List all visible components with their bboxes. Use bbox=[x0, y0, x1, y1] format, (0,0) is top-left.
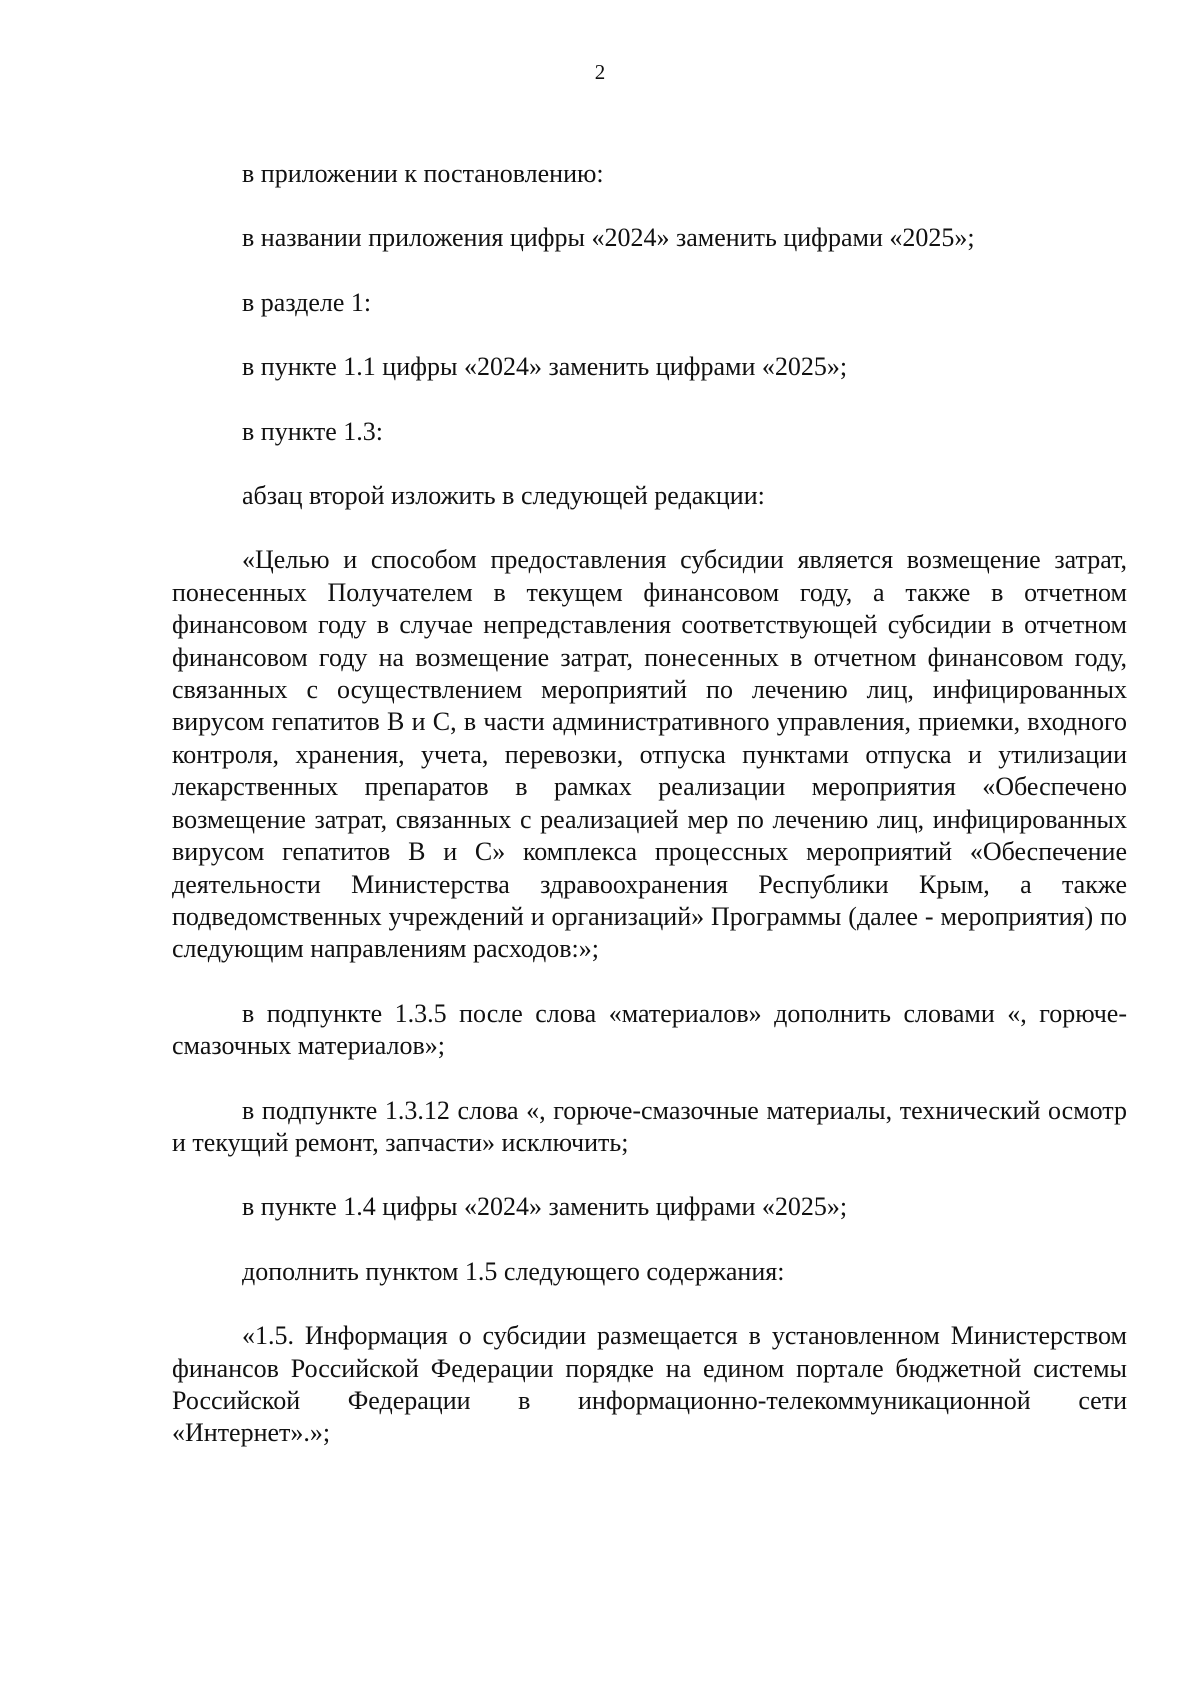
paragraph-subitem-1-3-5: в подпункте 1.3.5 после слова «материалов» дополнить словами «, горюче-смазочных материалов»; bbox=[172, 998, 1127, 1061]
paragraph-section-1: в разделе 1: bbox=[242, 287, 372, 317]
paragraph-item-1-1: в пункте 1.1 цифры «2024» заменить цифрами «2025»; bbox=[242, 352, 848, 382]
paragraph-add-item-1-5: дополнить пунктом 1.5 следующего содержания: bbox=[242, 1256, 785, 1286]
paragraph-annex-title-change: в названии приложения цифры «2024» заменить цифрами «2025»; bbox=[242, 223, 975, 253]
paragraph-item-1-5-text: «1.5. Информация о субсидии размещается в установленном Министерством финансов Российской Федерации порядке на едином портале бюджетной системы Российской Федерации в информационно-телекоммуникационной сети «Интернет».»; bbox=[172, 1321, 1127, 1448]
page-number: 2 bbox=[594, 60, 606, 84]
paragraph-purpose-text: «Целью и способом предоставления субсидии является возмещение затрат, понесенных Получателем в текущем финансовом году, а также в отчетном финансовом году в случае непредставления соответствующей субсидии в отчетном финансовом году на возмещение затрат, понесенных в отчетном финансовом году, связанных с осуществлением мероприятий по лечению лиц, инфицированных вирусом гепатитов В и С, в части административного управления, приемки, входного контроля, хранения, учета, перевозки, отпуска пунктами отпуска и утилизации лекарственных препаратов в рамках реализации мероприятия «Обеспечено возмещение затрат, связанных с реализацией мер по лечению лиц, инфицированных вирусом гепатитов В и С» комплекса процессных мероприятий «Обеспечение деятельности Министерства здравоохранения Республики Крым, а также подведомственных учреждений и организаций» Программы (далее - мероприятия) по следующим направлениям расходов:»; bbox=[172, 545, 1127, 964]
paragraph-item-1-4: в пункте 1.4 цифры «2024» заменить цифрами «2025»; bbox=[242, 1192, 848, 1222]
paragraph-subitem-1-3-12: в подпункте 1.3.12 слова «, горюче-смазочные материалы, технический осмотр и текущий ремонт, запчасти» исключить; bbox=[172, 1095, 1127, 1157]
paragraph-item-1-3: в пункте 1.3: bbox=[242, 416, 384, 446]
paragraph-second-abzac: абзац второй изложить в следующей редакции: bbox=[242, 481, 765, 511]
paragraph-annex-intro: в приложении к постановлению: bbox=[242, 159, 604, 188]
document-body bbox=[172, 158, 1127, 1482]
